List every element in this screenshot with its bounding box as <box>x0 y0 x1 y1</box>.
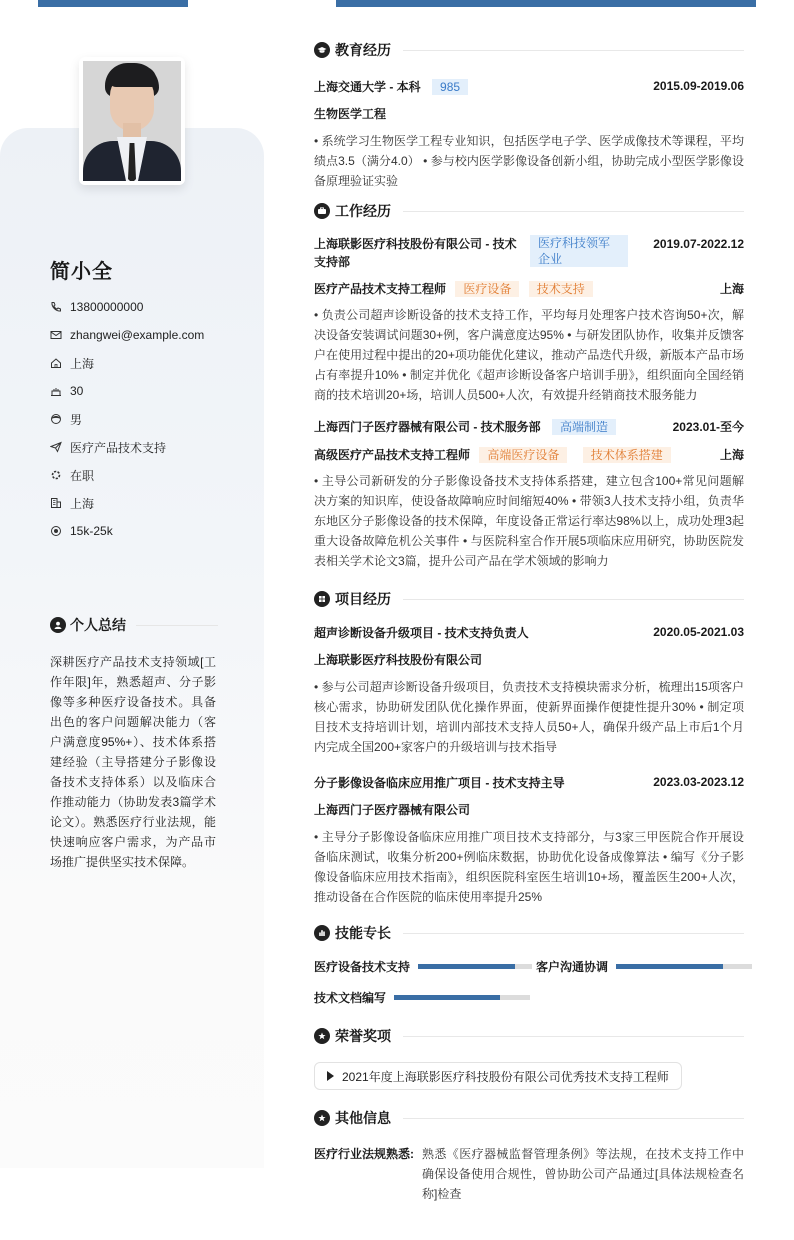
role-tag: 医疗设备 <box>455 281 519 297</box>
info-salary: 15k-25k <box>50 517 204 545</box>
user-icon <box>50 617 66 633</box>
info-home: 上海 <box>50 349 204 377</box>
work-date: 2023.01-至今 <box>672 419 744 434</box>
play-triangle-icon <box>327 1071 334 1081</box>
building-icon <box>50 497 62 509</box>
project-company: 上海联影医疗科技股份有限公司 <box>314 653 483 667</box>
skill-item <box>314 989 744 1006</box>
divider <box>403 1036 744 1037</box>
role-tag: 技术支持 <box>529 281 593 297</box>
work-location: 上海 <box>719 447 744 462</box>
education-entry <box>314 77 744 191</box>
mail-icon <box>50 329 62 341</box>
skill-bar-fill <box>616 964 723 969</box>
education-section-title: 教育经历 <box>314 38 744 62</box>
home-icon <box>50 357 62 369</box>
gender-icon <box>50 413 62 425</box>
phone-icon <box>50 301 62 313</box>
school-tag: 985 <box>432 79 468 95</box>
work-date: 2019.07-2022.12 <box>653 237 744 251</box>
project-name: 分子影像设备临床应用推广项目 - 技术支持主导 <box>314 775 565 790</box>
other-info-value: 熟悉《医疗器械监督管理条例》等法规，在技术支持工作中确保设备使用合规性，曾协助公司产品通过[具体法规检查名称]检查 <box>422 1147 744 1201</box>
info-phone: 13800000000 <box>50 293 204 321</box>
company-tag: 高端制造 <box>552 419 616 435</box>
awards-list <box>314 1062 744 1090</box>
info-email: zhangwei@example.com <box>50 321 204 349</box>
sidebar-panel <box>0 128 264 1168</box>
skill-bar <box>394 995 530 1000</box>
info-icon <box>314 1110 330 1126</box>
skill-bar-fill <box>418 964 515 969</box>
divider <box>403 50 744 51</box>
send-icon <box>50 441 62 453</box>
divider <box>403 933 744 934</box>
skill-name: 客户沟通协调 <box>536 959 609 974</box>
skill-item <box>536 957 752 975</box>
role-tag: 高端医疗设备 <box>479 447 567 463</box>
skills-row <box>314 957 754 975</box>
skill-name: 技术文档编写 <box>314 991 387 1005</box>
info-status: 在职 <box>50 461 204 489</box>
company-tag: 医疗科技领军企业 <box>530 235 628 267</box>
skills-section-title: 技能专长 <box>314 921 744 945</box>
role-tag: 技术体系搭建 <box>583 447 671 463</box>
education-description: • 系统学习生物医学工程专业知识，包括医学电子学、医学成像技术等课程，平均绩点3.5（满分4.0） • 参与校内医学影像设备创新小组，协助完成小型医学影像设备原理验证实验 <box>314 134 744 188</box>
project-name: 超声诊断设备升级项目 - 技术支持负责人 <box>314 625 529 640</box>
age-icon <box>50 385 62 397</box>
top-accent-bar-left <box>38 0 188 7</box>
work-location: 上海 <box>719 281 744 296</box>
skill-item <box>314 957 532 975</box>
contact-info-list <box>50 293 204 545</box>
project-entry <box>314 773 744 907</box>
project-entry <box>314 623 744 757</box>
skill-bar-fill <box>394 995 500 1000</box>
briefcase-icon <box>314 203 330 219</box>
award-icon <box>314 1028 330 1044</box>
info-gender: 男 <box>50 405 204 433</box>
divider <box>403 1118 744 1119</box>
profile-photo <box>83 61 181 181</box>
divider <box>403 599 744 600</box>
work-description: • 主导公司新研发的分子影像设备技术支持体系搭建，建立包含100+常见问题解决方案的知识库，使设备故障响应时间缩短40% • 带领3人技术支持小组，负责华东地区分子影像设备的技术保障，年度设备正常运行率达98%以上，成功处理3起重大设备故障危机公关事件 • 与医院科室合作开展5项临床应用研究，协助医院发表相关学术论文3篇，提升公司产品在学术领域的影响力 <box>314 474 744 568</box>
projects-section-title: 项目经历 <box>314 587 744 611</box>
main-content <box>314 38 744 1204</box>
info-age: 30 <box>50 377 204 405</box>
info-city: 上海 <box>50 489 204 517</box>
project-description: • 参与公司超声诊断设备升级项目，负责技术支持模块需求分析，梳理出15项客户核心需求，协助研发团队优化操作界面，使新界面操作便捷性提升30% • 制定项目技术支持培训计划，培训内部技术支持人员50+人，确保升级产品上市后1个月内完成全国200+家客户的升级培训与技术指导 <box>314 680 744 754</box>
skill-bar <box>418 964 532 969</box>
project-date: 2020.05-2021.03 <box>653 625 744 639</box>
divider <box>403 211 744 212</box>
other-info-item <box>314 1144 744 1204</box>
info-position: 医疗产品技术支持 <box>50 433 204 461</box>
summary-text: 深耕医疗产品技术支持领域[工作年限]年，熟悉超声、分子影像等多种医疗设备技术。具备出色的客户问题解决能力（客户满意度95%+）、技术体系搭建经验（主导搭建分子影像设备技术支持体系）以及临床合作推动能力（协助发表3篇学术论文）。熟悉医疗行业法规，能快速响应客户需求，为产品市场推广提供坚实技术保障。 <box>50 655 216 869</box>
work-description: • 负责公司超声诊断设备的技术支持工作，平均每月处理客户技术咨询50+次，解决设备安装调试问题30+例，客户满意度达95% • 与研发团队协作，收集并反馈客户在使用过程中提出的20+项功能优化建议，推动产品迭代升级，新版本产品市场占有率提升10% • 制定并优化《超声诊断设备客户培训手册》，组织面向全国经销商的技术培训20+场，培训人员500+人次，有效提升经销商技术服务能力 <box>314 308 744 402</box>
divider <box>136 625 218 626</box>
company-name: 上海西门子医疗器械有限公司 - 技术服务部 <box>314 419 541 434</box>
project-date: 2023.03-2023.12 <box>653 775 744 789</box>
grid-icon <box>314 591 330 607</box>
graduation-cap-icon <box>314 42 330 58</box>
work-entry <box>314 417 744 571</box>
work-section-title: 工作经历 <box>314 199 744 223</box>
summary-section-title: 个人总结 <box>50 615 218 635</box>
other-section-title: 其他信息 <box>314 1106 744 1130</box>
work-entry <box>314 235 744 405</box>
bar-chart-icon <box>314 925 330 941</box>
major: 生物医学工程 <box>314 107 387 121</box>
company-name: 上海联影医疗科技股份有限公司 - 技术支持部 <box>314 237 517 269</box>
candidate-name: 简小全 <box>50 261 113 283</box>
skill-name: 医疗设备技术支持 <box>314 959 411 974</box>
skill-bar <box>616 964 752 969</box>
other-info-label: 医疗行业法规熟悉: <box>314 1147 414 1161</box>
project-company: 上海西门子医疗器械有限公司 <box>314 803 471 817</box>
education-date: 2015.09-2019.06 <box>653 79 744 93</box>
status-icon <box>50 469 62 481</box>
salary-icon <box>50 525 62 537</box>
project-description: • 主导分子影像设备临床应用推广项目技术支持部分，与3家三甲医院合作开展设备临床测试，收集分析200+例临床数据，协助优化设备成像算法 • 编写《分子影像设备临床应用技术指南》，组织医院科室医生培训10+场，覆盖医生200+人次，推动设备在合作医院的临床使用率提升25% <box>314 830 744 904</box>
top-accent-bar-right <box>336 0 756 7</box>
job-title: 高级医疗产品技术支持工程师 <box>314 447 471 462</box>
award-item[interactable]: 2021年度上海联影医疗科技股份有限公司优秀技术支持工程师 <box>314 1062 682 1090</box>
avatar <box>79 57 185 185</box>
school-name: 上海交通大学 - 本科 <box>314 79 421 94</box>
job-title: 医疗产品技术支持工程师 <box>314 281 447 296</box>
awards-section-title: 荣誉奖项 <box>314 1024 744 1048</box>
